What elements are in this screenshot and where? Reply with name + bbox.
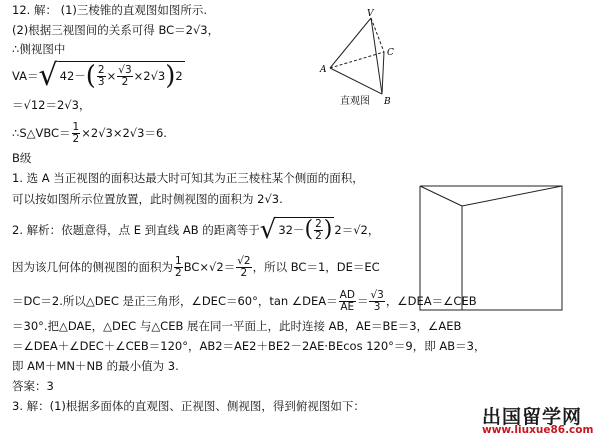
q1-root: √3 bbox=[264, 192, 280, 206]
root-12: √12 bbox=[23, 98, 46, 112]
q2-radicand bbox=[276, 217, 334, 244]
area-t1: ×2 bbox=[81, 126, 99, 141]
q2-l3-text: ＝DC＝2.所以△DEC 是正三角形，∠DEC＝60°，tan ∠DEA＝ bbox=[12, 294, 338, 309]
left-paren: ( bbox=[304, 217, 314, 243]
q2-l2-text: 因为该几何体的侧视图的面积为 bbox=[12, 260, 173, 275]
va-radical bbox=[38, 57, 185, 93]
q2-l3-frac: $\frac{AD}{AE}$ bbox=[339, 289, 355, 314]
b-level-title: B级 bbox=[12, 151, 32, 165]
eq-two: ＝2 bbox=[45, 98, 65, 112]
b-q2-line2 bbox=[12, 256, 380, 279]
b-answer: 答案：3 bbox=[12, 379, 54, 393]
area-root2: √3 bbox=[129, 126, 145, 141]
area-t2: ×2 bbox=[112, 126, 130, 141]
comma: ， bbox=[78, 98, 91, 112]
va-radicand bbox=[58, 61, 185, 92]
radical-sign: √ bbox=[259, 214, 277, 245]
b-q2-line4: ＝30°.把△DAE，△DEC 与△CEB 展在同一平面上，此时连接 AB，AE＝BE＝3，∠AEB bbox=[12, 319, 462, 333]
va-label: VA＝ bbox=[12, 68, 39, 83]
q1-text: 可以按如图所示位置放置，此时侧视图的面积为 2 bbox=[12, 192, 265, 206]
pyramid-caption: 直观图 bbox=[340, 96, 370, 107]
q2-l2-bc: BC× bbox=[183, 260, 210, 275]
va-root3: √3 bbox=[150, 69, 166, 84]
q2-l3-tail: ，∠DEA＝∠CEB bbox=[385, 294, 477, 309]
va-exponent: 2 bbox=[175, 69, 183, 84]
q2-l2-tail: ，所以 BC＝1，DE＝EC bbox=[252, 260, 380, 275]
va-times-2: ×2 bbox=[133, 69, 151, 84]
radical-sign: √ bbox=[38, 57, 58, 93]
left-paren: ( bbox=[85, 61, 96, 92]
q2-comma: ， bbox=[367, 222, 380, 237]
va-frac-2: $\frac{√3}{2}$ bbox=[118, 63, 132, 88]
label-v: V bbox=[367, 9, 374, 19]
q2-intro: 2. 解析：依题意得，点 E 到直线 AB 的距离等于 bbox=[12, 222, 260, 237]
q2-l3-frac2: $\frac{√3}{3}$ bbox=[370, 289, 384, 314]
pyramid-figure bbox=[318, 6, 408, 110]
q2-l2-frac2: $\frac{√2}{2}$ bbox=[237, 255, 251, 280]
b-q1-line1: 1. 选 A 当正视图的面积达最大时可知其为正三棱柱某个侧面的面积， bbox=[12, 171, 364, 185]
q12-part2-root: √3 bbox=[192, 23, 208, 37]
area-frac: $\frac{1}{2}$ bbox=[72, 121, 80, 146]
q2-32: 32－ bbox=[278, 223, 305, 238]
area-root1: √3 bbox=[98, 126, 113, 141]
va-42: 42－ bbox=[59, 69, 86, 84]
q2-radical bbox=[259, 214, 335, 245]
q2-l2-frac: $\frac{1}{2}$ bbox=[175, 255, 182, 280]
b-q3: 3. 解：(1)根据多面体的直观图、正视图、侧视图，得到俯视图如下： bbox=[12, 399, 365, 413]
right-paren: ) bbox=[323, 217, 333, 243]
q12-result-line bbox=[12, 99, 90, 112]
b-q2-line3 bbox=[12, 290, 477, 313]
q12-header: 12. 解： (1)三棱锥的直观图如图所示. bbox=[12, 3, 208, 17]
eq-sign: ＝ bbox=[12, 98, 24, 112]
b-q1-line2 bbox=[12, 193, 283, 206]
area-result: ＝6. bbox=[144, 126, 167, 141]
area-label: ∴S△VBC＝ bbox=[12, 126, 71, 141]
q2-eq: 2＝ bbox=[334, 222, 354, 237]
q12-va-formula bbox=[12, 58, 185, 94]
q2-l2-eq: ＝ bbox=[223, 260, 236, 275]
right-paren: ) bbox=[165, 61, 176, 92]
q2-root2: √2 bbox=[353, 222, 368, 237]
va-frac-1: $\frac{2}{3}$ bbox=[97, 63, 105, 88]
q12-therefore-line: ∴侧视图中 bbox=[12, 42, 66, 56]
va-times-1: × bbox=[106, 69, 117, 84]
q2-frac: $\frac{2}{2}$ bbox=[315, 217, 322, 242]
q2-l2-root: √2 bbox=[209, 260, 224, 275]
q12-part2-line bbox=[12, 24, 219, 37]
b-q2-line6: 即 AM＋MN＋NB 的最小值为 3. bbox=[12, 359, 179, 373]
label-b: B bbox=[384, 97, 391, 107]
q1-period: . bbox=[279, 192, 283, 206]
q12-part2-text: (2)根据三视图间的关系可得 BC＝2 bbox=[12, 23, 193, 37]
b-q2-line1 bbox=[12, 214, 379, 246]
watermark-brand: 出国留学网 bbox=[482, 406, 583, 428]
q12-part2-comma: ， bbox=[207, 23, 220, 37]
q12-area-line bbox=[12, 122, 167, 145]
watermark-url: www.liuxue86.com bbox=[482, 424, 594, 436]
q2-l3-eq: ＝ bbox=[356, 294, 369, 309]
root-3: √3 bbox=[64, 98, 79, 112]
label-a: A bbox=[320, 65, 327, 75]
b-q2-line5: ＝∠DEA＋∠DEC＋∠CEB＝120°，AB2＝AE2＋BE2－2AE·BEcos 120°＝9，即 AB＝3， bbox=[12, 339, 486, 353]
label-c: C bbox=[387, 48, 394, 58]
